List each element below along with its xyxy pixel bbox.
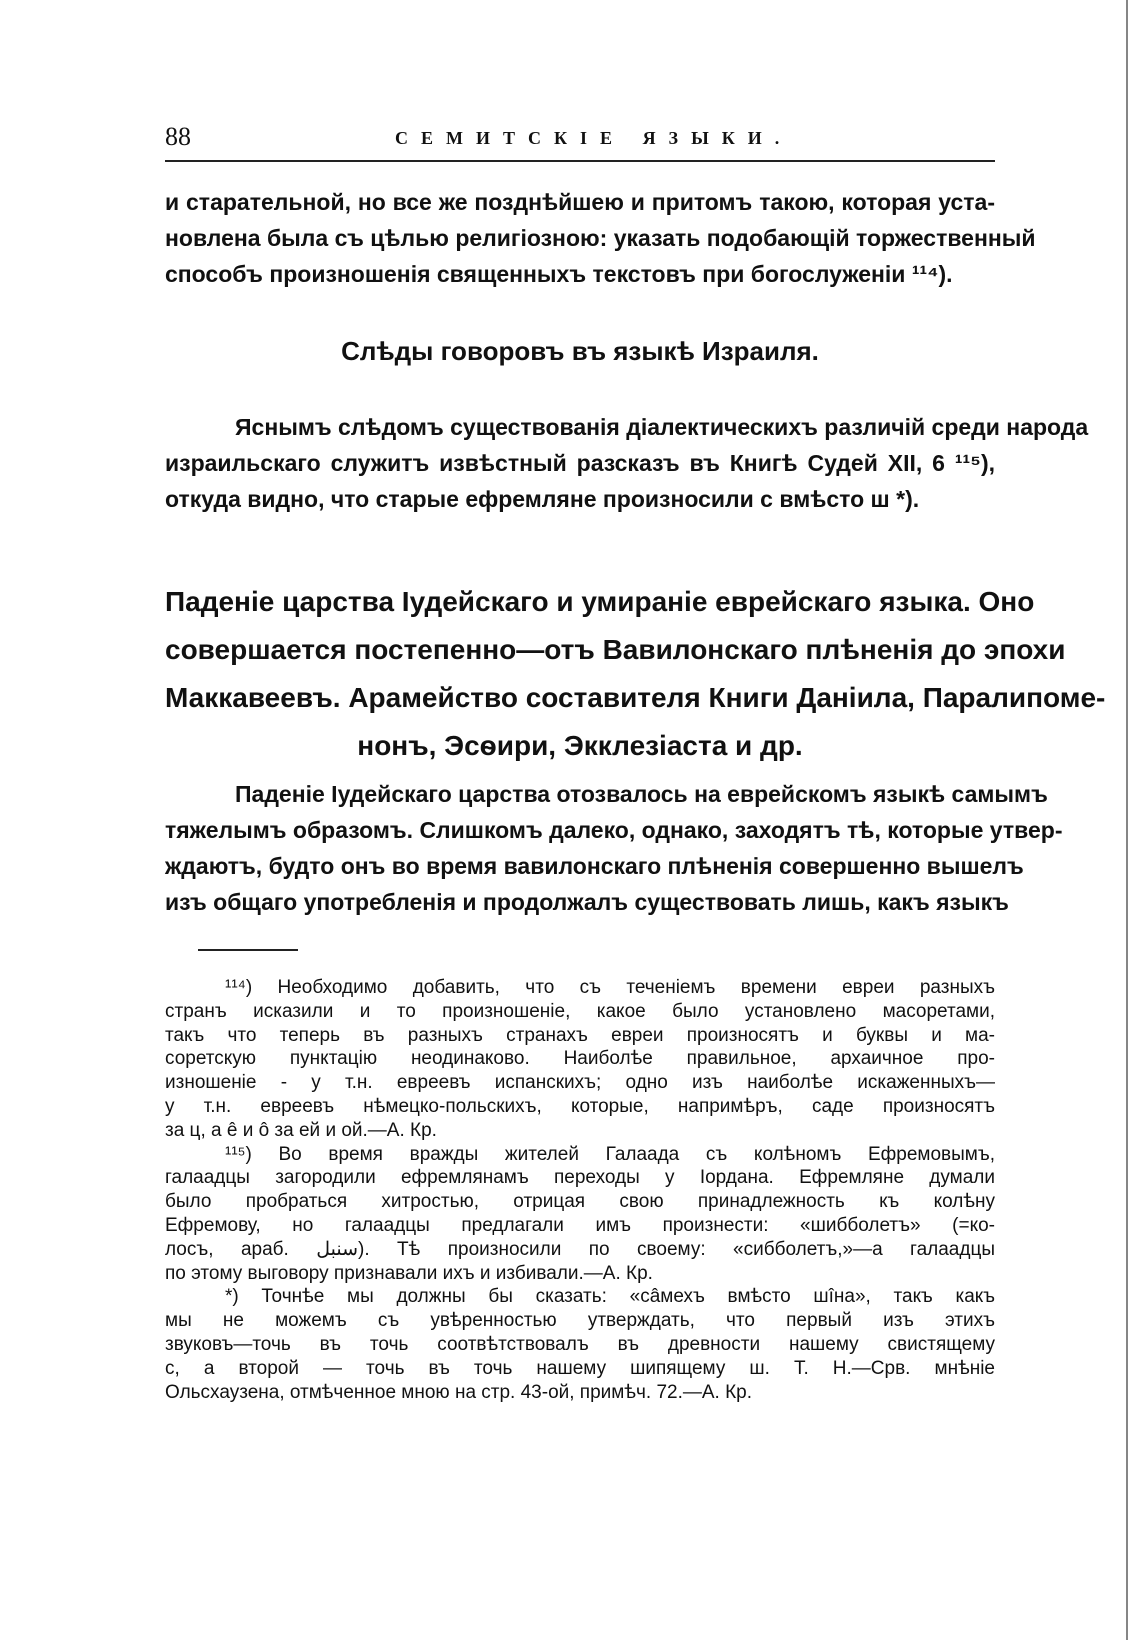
footnote-line: соретскую пунктацію неодинаково. Наиболѣе правильное, архаичное про- xyxy=(165,1048,995,1070)
footnote-line: галаадцы загородили ефремлянамъ переходы у Іордана. Ефремляне думали xyxy=(165,1167,995,1189)
footnote-line: мы не можемъ съ увѣренностью утверждать, что первый изъ этихъ xyxy=(165,1310,995,1332)
section-paragraph xyxy=(165,409,1089,517)
footnote-line: у т.н. евреевъ нѣмецко-польскихъ, которые, напримѣръ, саде произносятъ xyxy=(165,1095,995,1117)
running-title: СЕМИТСКІЕ ЯЗЫКИ. xyxy=(395,128,793,148)
text-line: Яснымъ слѣдомъ существованія діалектическихъ различій среди народа xyxy=(235,414,1089,440)
heading-line: нонъ, Эсѳири, Экклезіаста и др. xyxy=(357,730,803,761)
footnote-line: ¹¹⁴) Необходимо добавить, что съ теченіемъ времени евреи разныхъ xyxy=(225,977,995,998)
intro-paragraph xyxy=(165,184,1036,292)
body-paragraph xyxy=(165,776,1063,920)
footnote-line: лосъ, араб. سنبل). Тѣ произносили по своему: «сибболетъ,»—а галаадцы xyxy=(165,1238,995,1260)
section-heading: Слѣды говоровъ въ языкѣ Израиля. xyxy=(341,336,819,366)
footnote-line: было пробраться хитростью, отрицая свою принадлежность къ колѣну xyxy=(165,1191,995,1213)
text-line: откуда видно, что старые ефремляне произносили с вмѣсто ш *). xyxy=(165,486,920,512)
text-line: и старательной, но все же позднѣйшею и притомъ такою, которая уста- xyxy=(165,189,995,215)
footnote-line: ¹¹⁵) Во время вражды жителей Галаада съ колѣномъ Ефремовымъ, xyxy=(225,1143,995,1165)
heading-line: совершается постепенно—отъ Вавилонскаго плѣненія до эпохи xyxy=(165,634,1066,665)
chapter-heading xyxy=(165,578,1106,770)
page-number: 88 xyxy=(165,122,191,151)
footnote-114 xyxy=(165,976,995,1143)
footnote-rule xyxy=(198,949,298,951)
footnote-line: такъ что теперь въ разныхъ странахъ евреи произносятъ и буквы и ма- xyxy=(165,1024,995,1046)
footnote-line: странъ исказили и то произношеніе, какое было установлено масоретами, xyxy=(165,1000,995,1022)
header-rule xyxy=(165,160,995,162)
page-header xyxy=(165,122,995,162)
footnotes xyxy=(165,976,995,1404)
footnote-line: *) Точнѣе мы должны бы сказать: «сâмехъ вмѣсто шîна», такъ какъ xyxy=(225,1286,995,1308)
footnote-line: за ц, а ê и ô за ей и ой.—А. Кр. xyxy=(165,1119,437,1141)
footnote-asterisk xyxy=(165,1285,995,1404)
text-line: способъ произношенія священныхъ текстовъ при богослуженіи ¹¹⁴). xyxy=(165,261,953,287)
text-line: Паденіе Іудейскаго царства отозвалось на еврейскомъ языкѣ самымъ xyxy=(235,781,1048,807)
scan-edge xyxy=(1126,0,1136,1640)
footnote-115 xyxy=(165,1143,995,1286)
footnote-line: изношеніе - у т.н. евреевъ испанскихъ; одно изъ наиболѣе искаженныхъ— xyxy=(165,1072,995,1094)
text-line: ждаютъ, будто онъ во время вавилонскаго плѣненія совершенно вышелъ xyxy=(165,853,1024,879)
footnote-line: по этому выговору признавали ихъ и избивали.—А. Кр. xyxy=(165,1262,653,1284)
text-line: тяжелымъ образомъ. Слишкомъ далеко, однако, заходятъ тѣ, которые утвер- xyxy=(165,817,1063,843)
footnote-line: Ольсхаузена, отмѣченное мною на стр. 43-ой, примѣч. 72.—А. Кр. xyxy=(165,1381,752,1403)
text-line: изъ общаго употребленія и продолжалъ существовать лишь, какъ языкъ xyxy=(165,889,1009,915)
text-line: новлена была съ цѣлью религіозною: указать подобающій торжественный xyxy=(165,225,1036,251)
heading-line: Маккавеевъ. Арамейство составителя Книги Даніила, Паралипоме- xyxy=(165,682,1106,713)
footnote-line: звуковъ—точь въ точь соотвѣтствовалъ въ древности нашему свистящему xyxy=(165,1333,995,1355)
footnote-line: с, а второй — точь въ точь нашему шипящему ш. Т. Н.—Срв. мнѣніе xyxy=(165,1357,995,1379)
heading-line: Паденіе царства Іудейскаго и умираніе еврейскаго языка. Оно xyxy=(165,586,1035,617)
footnote-line: Ефремову, но галаадцы предлагали имъ произнести: «шибболетъ» (=ко- xyxy=(165,1214,995,1236)
text-line: израильскаго служитъ извѣстный разсказъ въ Книгѣ Судей XII, 6 ¹¹⁵), xyxy=(165,450,995,476)
